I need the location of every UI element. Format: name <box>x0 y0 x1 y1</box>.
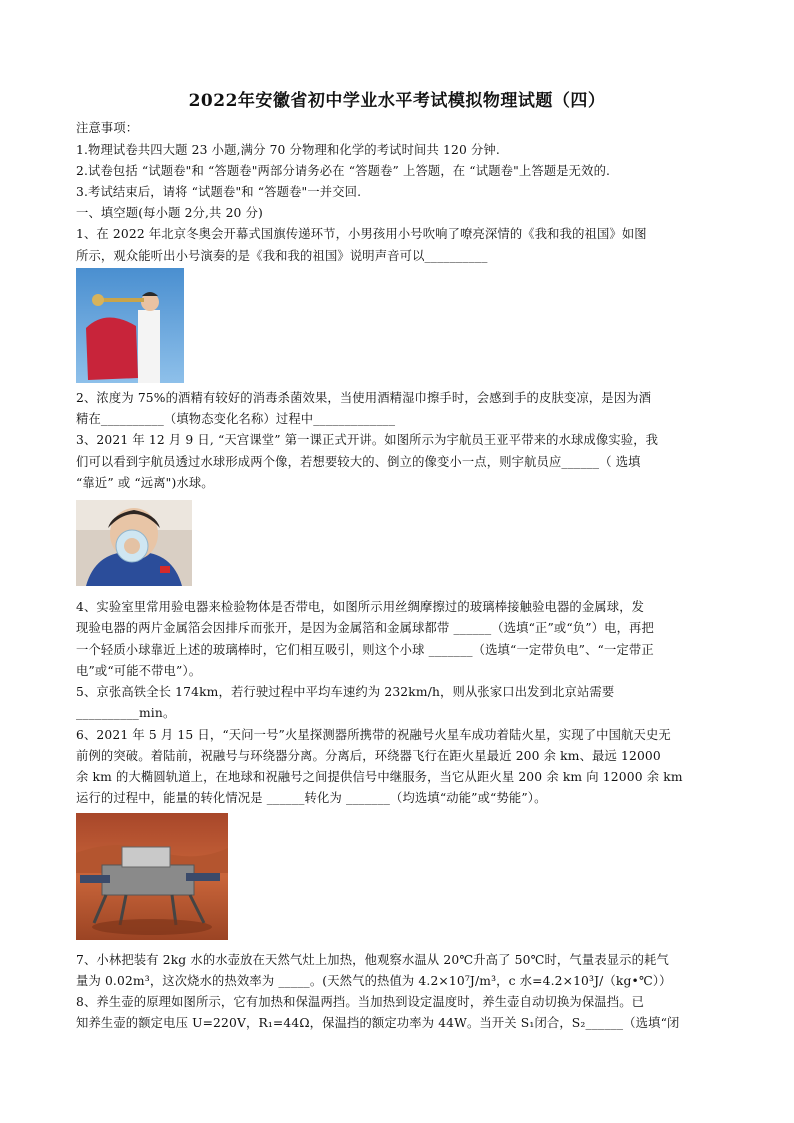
question-7-text: 量为 0.02m³，这次烧水的热效率为 _____。(天然气的热值为 4.2×10⁷J/m³，c 水=4.2×10³J/（kg•℃）） <box>76 974 672 988</box>
question-3-text: 3、2021 年 12 月 9 日, “天宫课堂” 第一课正式开讲。如图所示为宇航员王亚平带来的水球成像实验，我 <box>76 433 659 447</box>
question-8-text: 知养生壶的额定电压 U=220V，R₁=44Ω，保温挡的额定功率为 44W。当开关 S₁闭合，S₂______（选填“闭 <box>76 1016 680 1030</box>
question-3-text: “靠近” 或 “远离")水球。 <box>76 476 214 490</box>
question-5-text: __________min。 <box>76 706 176 720</box>
page-title: 2022年安徽省初中学业水平考试模拟物理试题（四） <box>188 91 606 111</box>
question-8-text: 8、养生壶的原理如图所示，它有加热和保温两挡。当加热到设定温度时，养生壶自动切换为保温挡。已 <box>76 995 645 1009</box>
question-7-text: 7、小林把装有 2kg 水的水壶放在天然气灶上加热，他观察水温从 20℃升高了 50℃时，气量表显示的耗气 <box>76 953 669 967</box>
notice-heading: 注意事项： <box>76 121 139 135</box>
question-4-text: 4、实验室里常用验电器来检验物体是否带电，如图所示用丝绸摩擦过的玻璃棒接触验电器的金属球，发 <box>76 600 645 614</box>
mars-rover-photo <box>76 813 228 940</box>
question-4-text: 现验电器的两片金属箔会因排斥而张开，是因为金属箔和金属球都带 ______（选填“正”或“负”）电，再把 <box>76 621 654 635</box>
question-6-text: 6、2021 年 5 月 15 日，“天问一号”火星探测器所携带的祝融号火星车成功着陆火星，实现了中国航天史无 <box>76 728 671 742</box>
question-6-text: 前例的突破。着陆前，祝融号与环绕器分离。分离后，环绕器飞行在距火星最近 200 余 km、最远 12000 <box>76 749 661 763</box>
notice-item: 3.考试结束后，请将 “试题卷"和 “答题卷"一并交回. <box>76 185 362 199</box>
astronaut-water-ball-photo <box>76 500 192 586</box>
trumpet-boy-photo <box>76 268 184 383</box>
question-3-text: 们可以看到宇航员透过水球形成两个像，若想要较大的、倒立的像变小一点，则宇航员应______（ 选填 <box>76 455 641 469</box>
notice-item: 1.物理试卷共四大题 23 小题,满分 70 分物理和化学的考试时间共 120 分钟. <box>76 143 500 157</box>
question-6-text: 余 km 的大椭圆轨道上，在地球和祝融号之间提供信号中继服务，当它从距火星 200 余 km 向 12000 余 km <box>76 770 683 784</box>
question-5-text: 5、京张高铁全长 174km，若行驶过程中平均车速约为 232km/h，则从张家口出发到北京站需要 <box>76 685 615 699</box>
question-2-text: 2、浓度为 75%的酒精有较好的消毒杀菌效果，当使用酒精湿巾擦手时，会感到手的皮肤变凉，是因为酒 <box>76 391 652 405</box>
question-2-text: 精在__________（填物态变化名称）过程中_____________ <box>76 412 396 426</box>
notice-item: 2.试卷包括 “试题卷"和 “答题卷"两部分请务必在 “答题卷” 上答题，在 “试题卷"上答题是无效的. <box>76 164 611 178</box>
question-6-text: 运行的过程中，能量的转化情况是 ______转化为 _______（均选填“动能”或“势能”）。 <box>76 791 547 805</box>
question-4-text: 一个轻质小球靠近上述的玻璃棒时，它们相互吸引，则这个小球 _______（选填“一定带负电”、“一定带正 <box>76 643 654 657</box>
question-1-text: 1、在 2022 年北京冬奥会开幕式国旗传递环节，小男孩用小号吹响了嘹亮深情的《我和我的祖国》如图 <box>76 227 647 241</box>
question-1-text: 所示，观众能听出小号演奏的是《我和我的祖国》说明声音可以__________ <box>76 249 488 263</box>
section-heading: 一、填空题(每小题 2分,共 20 分) <box>76 206 263 220</box>
question-4-text: 电”或“可能不带电”）。 <box>76 664 202 678</box>
